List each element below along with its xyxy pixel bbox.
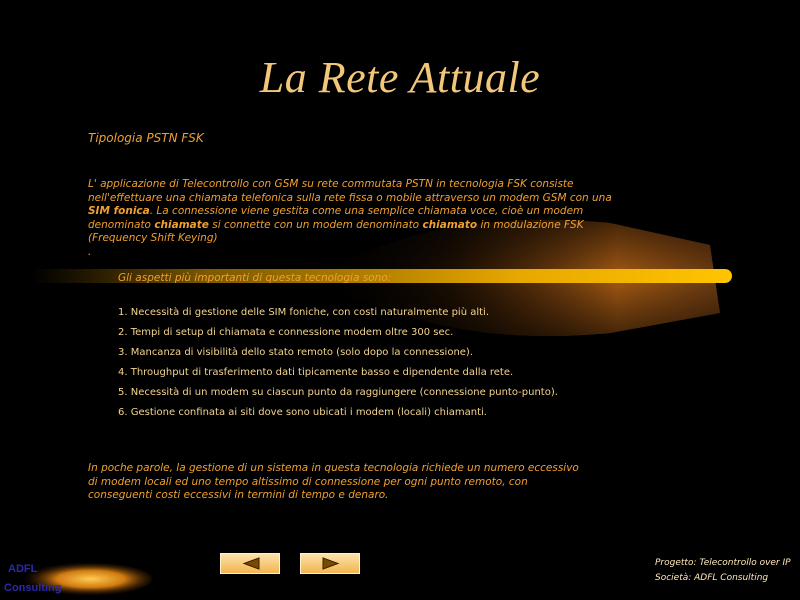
aspects-list: [118, 306, 558, 426]
footer-company: Società: ADFL Consulting: [655, 573, 769, 583]
logo-line2: Consulting: [4, 582, 62, 594]
aspects-lead: Gli aspetti più importanti di questa tecnologia sono:: [118, 272, 392, 284]
adfl-logo: [4, 560, 154, 600]
logo-line1: ADFL: [8, 563, 38, 575]
list-item: 4. Throughput di trasferimento dati tipicamente basso e dipendente dalla rete.: [118, 367, 514, 378]
intro-paragraph: L' applicazione di Telecontrollo con GSM su rete commutata PSTN in tecnologia FSK consiste nell'effettuare una chiamata telefonica sulla rete fissa o mobile attraverso un modem GSM con una SIM fonica. La connessione viene gestita come una semplice chiamata voce, cioè un modem denominato chiamate si connette con un modem denominato chiamato in modulazione FSK (Frequency Shift Keying) .: [88, 178, 612, 258]
triangle-right-icon: [321, 557, 341, 570]
list-item: 2. Tempi di setup di chiamata e connessione modem oltre 300 sec.: [118, 327, 454, 338]
footer-project: Progetto: Telecontrollo over IP: [655, 558, 791, 568]
conclusion-paragraph: In poche parole, la gestione di un sistema in questa tecnologia richiede un numero eccessivo di modem locali ed uno tempo altissimo di connessione per ogni punto remoto, con conseguenti costi eccessivi in termini di tempo e denaro.: [88, 462, 579, 501]
section-subtitle: Tipologia PSTN FSK: [88, 131, 204, 145]
list-item: 5. Necessità di un modem su ciascun punto da raggiungere (connessione punto-punto).: [118, 387, 558, 398]
previous-slide-button[interactable]: [220, 553, 280, 574]
triangle-left-icon: [241, 557, 261, 570]
page-title: La Rete Attuale: [259, 53, 541, 102]
list-item: 1. Necessità di gestione delle SIM foniche, con costi naturalmente più alti.: [118, 307, 490, 318]
list-item: 3. Mancanza di visibilità dello stato remoto (solo dopo la connessione).: [118, 347, 474, 358]
next-slide-button[interactable]: [300, 553, 360, 574]
list-item: 6. Gestione confinata ai siti dove sono ubicati i modem (locali) chiamanti.: [118, 407, 487, 418]
